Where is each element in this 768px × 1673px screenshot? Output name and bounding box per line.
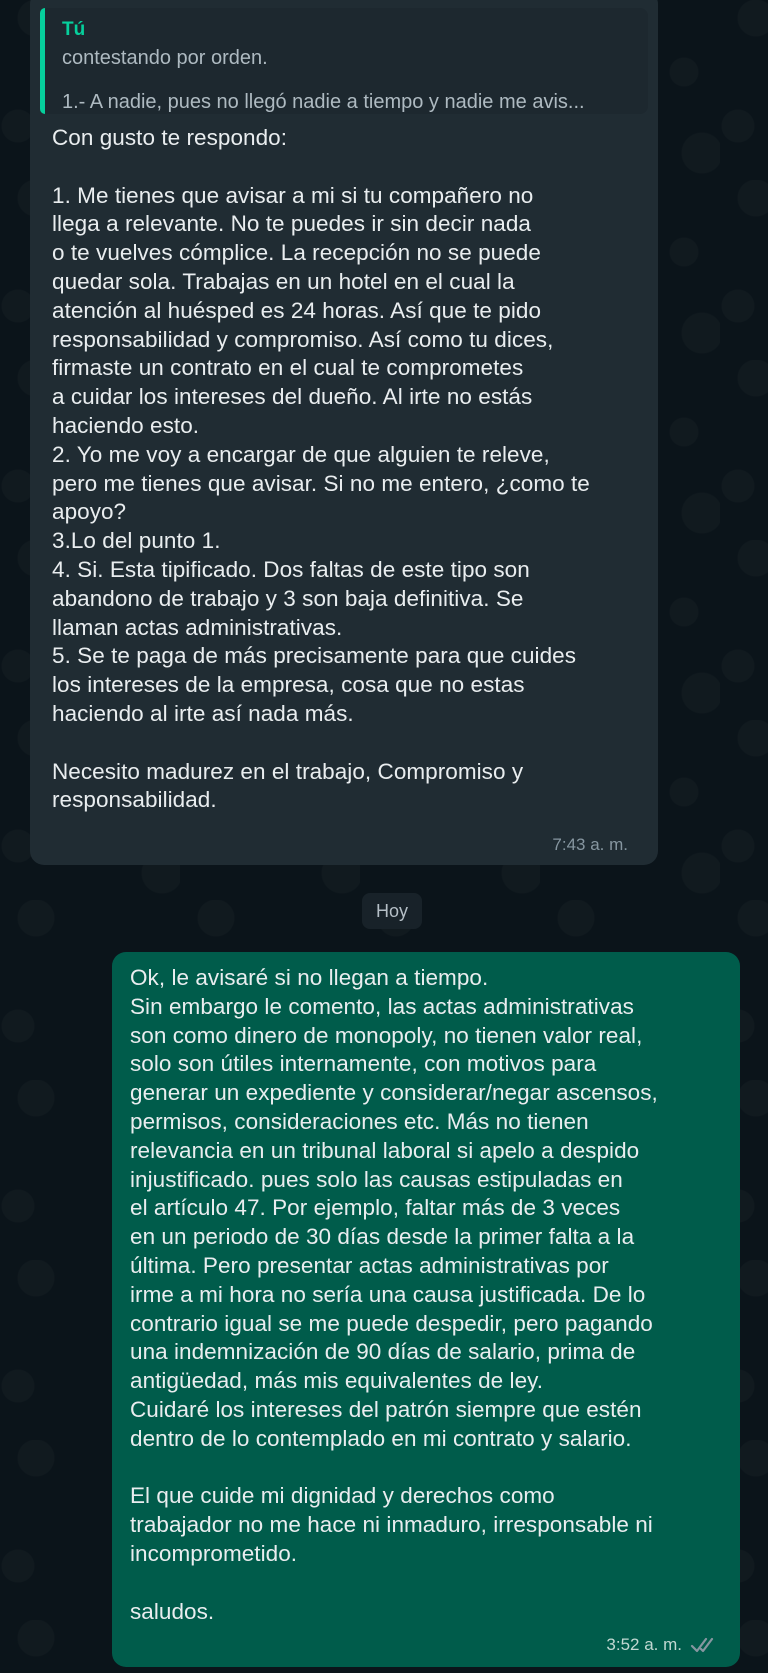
double-check-icon xyxy=(690,1635,718,1655)
outgoing-message-text: Ok, le avisaré si no llegan a tiempo. Sin embargo le comento, las actas administrativas son como dinero de monopoly, no tienen valor real, solo son útiles internamente, con motivos para generar un expediente y considerar/negar ascensos, permisos, consideraciones etc. Más no tienen relevancia en un tribunal laboral si apelo a despido injustificado. pues solo las causas estipuladas en el artículo 47. Por ejemplo, faltar más de 3 veces en un periodo de 30 días desde la primer falta a la última. Pero presentar actas administrativas por irme a mi hora no sería una causa justificada. De lo contrario igual se me puede despedir, pero pagando una indemnización de 90 días de salario, prima de antigüedad, más mis equivalentes de ley. Cuidaré los intereses del patrón siempre que estén dentro de lo contemplado en mi contrato y salario. El que cuide mi dignidad y derechos como trabajador no me hace ni inmaduro, irresponsable ni incomprometido. saludos. xyxy=(130,965,658,1624)
incoming-message-text: Con gusto te respondo: 1. Me tienes que avisar a mi si tu compañero no llega a relevante. No te puedes ir sin decir nada o te vuelves cómplice. La recepción no se puede quedar sola. Trabajas en un hotel en el cual la atención al huésped es 24 horas. Así que te pido responsabilidad y compromiso. Así como tu dices, firmaste un contrato en el cual te comprometes a cuidar los intereses del dueño. Al irte no estás haciendo esto. 2. Yo me voy a encargar de que alguien te releve, pero me tienes que avisar. Si no me entero, ¿como te apoyo? 3.Lo del punto 1. 4. Si. Esta tipificado. Dos faltas de este tipo son abandono de trabajo y 3 son baja definitiva. Se llaman actas administrativas. 5. Se te paga de más precisamente para que cuides los intereses de la empresa, cosa que no estas haciendo al irte así nada más. Necesito madurez en el trabajo, Compromiso y responsabilidad. xyxy=(52,125,590,813)
outgoing-message-bubble[interactable] xyxy=(112,952,740,1667)
quote-accent-bar xyxy=(40,8,45,114)
outgoing-message-time: 3:52 a. m. xyxy=(606,1635,682,1654)
quoted-reply[interactable] xyxy=(40,8,648,114)
incoming-message-time: 7:43 a. m. xyxy=(552,835,628,854)
quote-text-line2: 1.- A nadie, pues no llegó nadie a tiempo y nadie me avis... xyxy=(62,91,585,113)
date-separator: Hoy xyxy=(362,893,422,929)
quote-author: Tú xyxy=(62,19,86,40)
quote-text-line1: contestando por orden. xyxy=(62,47,268,69)
incoming-message-bubble[interactable] xyxy=(30,0,658,865)
